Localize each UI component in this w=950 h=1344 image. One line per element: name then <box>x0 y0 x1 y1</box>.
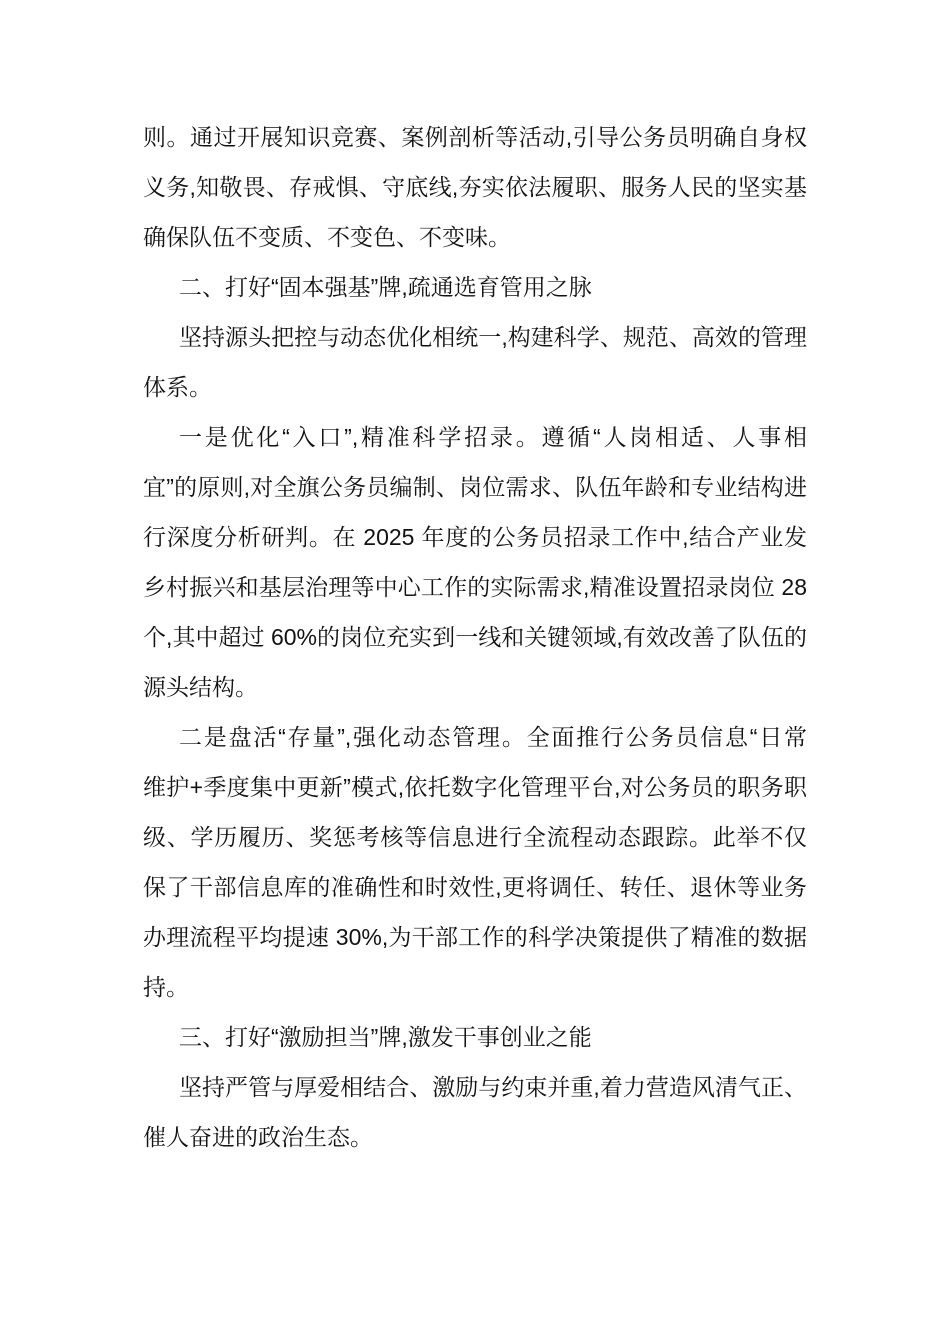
heading-line: 二、打好“固本强基”牌,疏通选育管用之脉 <box>179 274 592 300</box>
text-line: 确保队伍不变质、不变色、不变味。 <box>143 224 511 250</box>
text-line: 个,其中超过 60%的岗位充实到一线和关键领域,有效改善了队伍的 <box>143 624 807 650</box>
text-line: 义务,知敬畏、存戒惧、守底线,夯实依法履职、服务人民的坚实基 <box>143 174 807 200</box>
text-line: 则。通过开展知识竞赛、案例剖析等活动,引导公务员明确自身权 <box>143 124 807 150</box>
text-line: 持。 <box>143 974 189 1000</box>
text-line: 维护+季度集中更新”模式,依托数字化管理平台,对公务员的职务职 <box>143 774 807 800</box>
text-line: 源头结构。 <box>143 674 258 700</box>
heading-line: 三、打好“激励担当”牌,激发干事创业之能 <box>179 1024 592 1050</box>
text-line: 行深度分析研判。在 2025 年度的公务员招录工作中,结合产业发 <box>143 524 807 550</box>
text-line: 乡村振兴和基层治理等中心工作的实际需求,精准设置招录岗位 28 <box>143 574 807 600</box>
text-line: 坚持严管与厚爱相结合、激励与约束并重,着力营造风清气正、 <box>179 1074 807 1100</box>
text-line: 体系。 <box>143 374 212 400</box>
text-line: 级、学历履历、奖惩考核等信息进行全流程动态跟踪。此举不仅 <box>143 824 807 850</box>
text-line: 二是盘活“存量”,强化动态管理。全面推行公务员信息“日常 <box>179 724 807 750</box>
text-line: 办理流程平均提速 30%,为干部工作的科学决策提供了精准的数据 <box>143 924 807 950</box>
text-line: 保了干部信息库的准确性和时效性,更将调任、转任、退休等业务 <box>143 874 807 900</box>
text-line: 一是优化“入口”,精准科学招录。遵循“人岗相适、人事相 <box>179 424 807 450</box>
text-line: 宜”的原则,对全旗公务员编制、岗位需求、队伍年龄和专业结构进 <box>143 474 807 500</box>
text-line: 催人奋进的政治生态。 <box>143 1124 373 1150</box>
text-line: 坚持源头把控与动态优化相统一,构建科学、规范、高效的管理 <box>179 324 807 350</box>
text-block <box>143 112 807 1162</box>
